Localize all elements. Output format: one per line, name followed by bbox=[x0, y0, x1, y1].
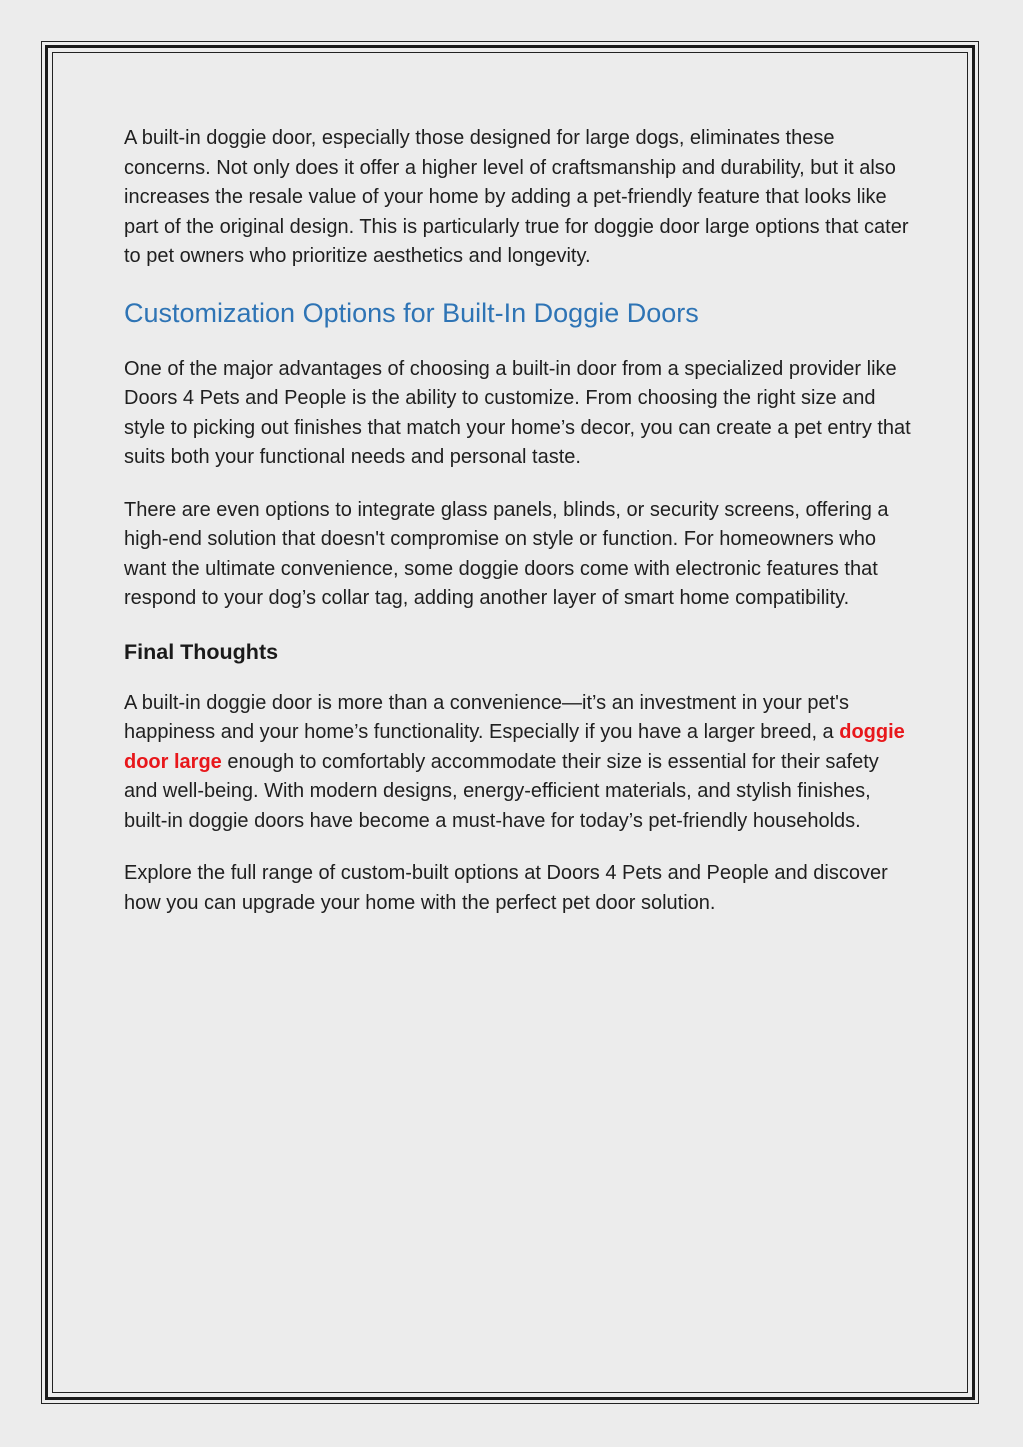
document-body bbox=[124, 124, 914, 941]
paragraph-intro: A built-in doggie door, especially those designed for large dogs, eliminates these concerns. Not only does it offer a higher level of craftsmanship and durability, but it also increases the resale value of your home by adding a pet-friendly feature that looks like part of the original design. This is particularly true for doggie door large options that cater to pet owners who prioritize aesthetics and longevity. bbox=[124, 127, 909, 267]
paragraph-conclusion-end: enough to comfortably accommodate their size is essential for their safety and well-being. With modern designs, energy-efficient materials, and stylish finishes, built-in doggie doors have become a must-have for today’s pet-friendly households. bbox=[124, 750, 879, 832]
paragraph-conclusion-start: A built-in doggie door is more than a convenience—it’s an investment in your pet's happiness and your home’s functionality. Especially if you have a larger breed, a bbox=[124, 691, 849, 743]
heading-final-thoughts: Final Thoughts bbox=[124, 639, 279, 664]
doggie-door-large-link[interactable]: doggie door large bbox=[124, 721, 905, 773]
paragraph-options: There are even options to integrate glass panels, blinds, or security screens, offering a high-end solution that doesn't compromise on style or function. For homeowners who want the ultimate convenience, some doggie doors come with electronic features that respond to your dog’s collar tag, adding another layer of smart home compatibility. bbox=[124, 498, 889, 609]
paragraph-advantages: One of the major advantages of choosing a built-in door from a specialized provider like Doors 4 Pets and People is the ability to customize. From choosing the right size and style to picking out finishes that match your home’s decor, you can create a pet entry that suits both your functional needs and personal taste. bbox=[124, 357, 911, 468]
heading-customization: Customization Options for Built-In Doggie Doors bbox=[124, 297, 699, 328]
paragraph-conclusion bbox=[124, 689, 914, 837]
paragraph-explore: Explore the full range of custom-built options at Doors 4 Pets and People and discover how you can upgrade your home with the perfect pet door solution. bbox=[124, 862, 888, 914]
